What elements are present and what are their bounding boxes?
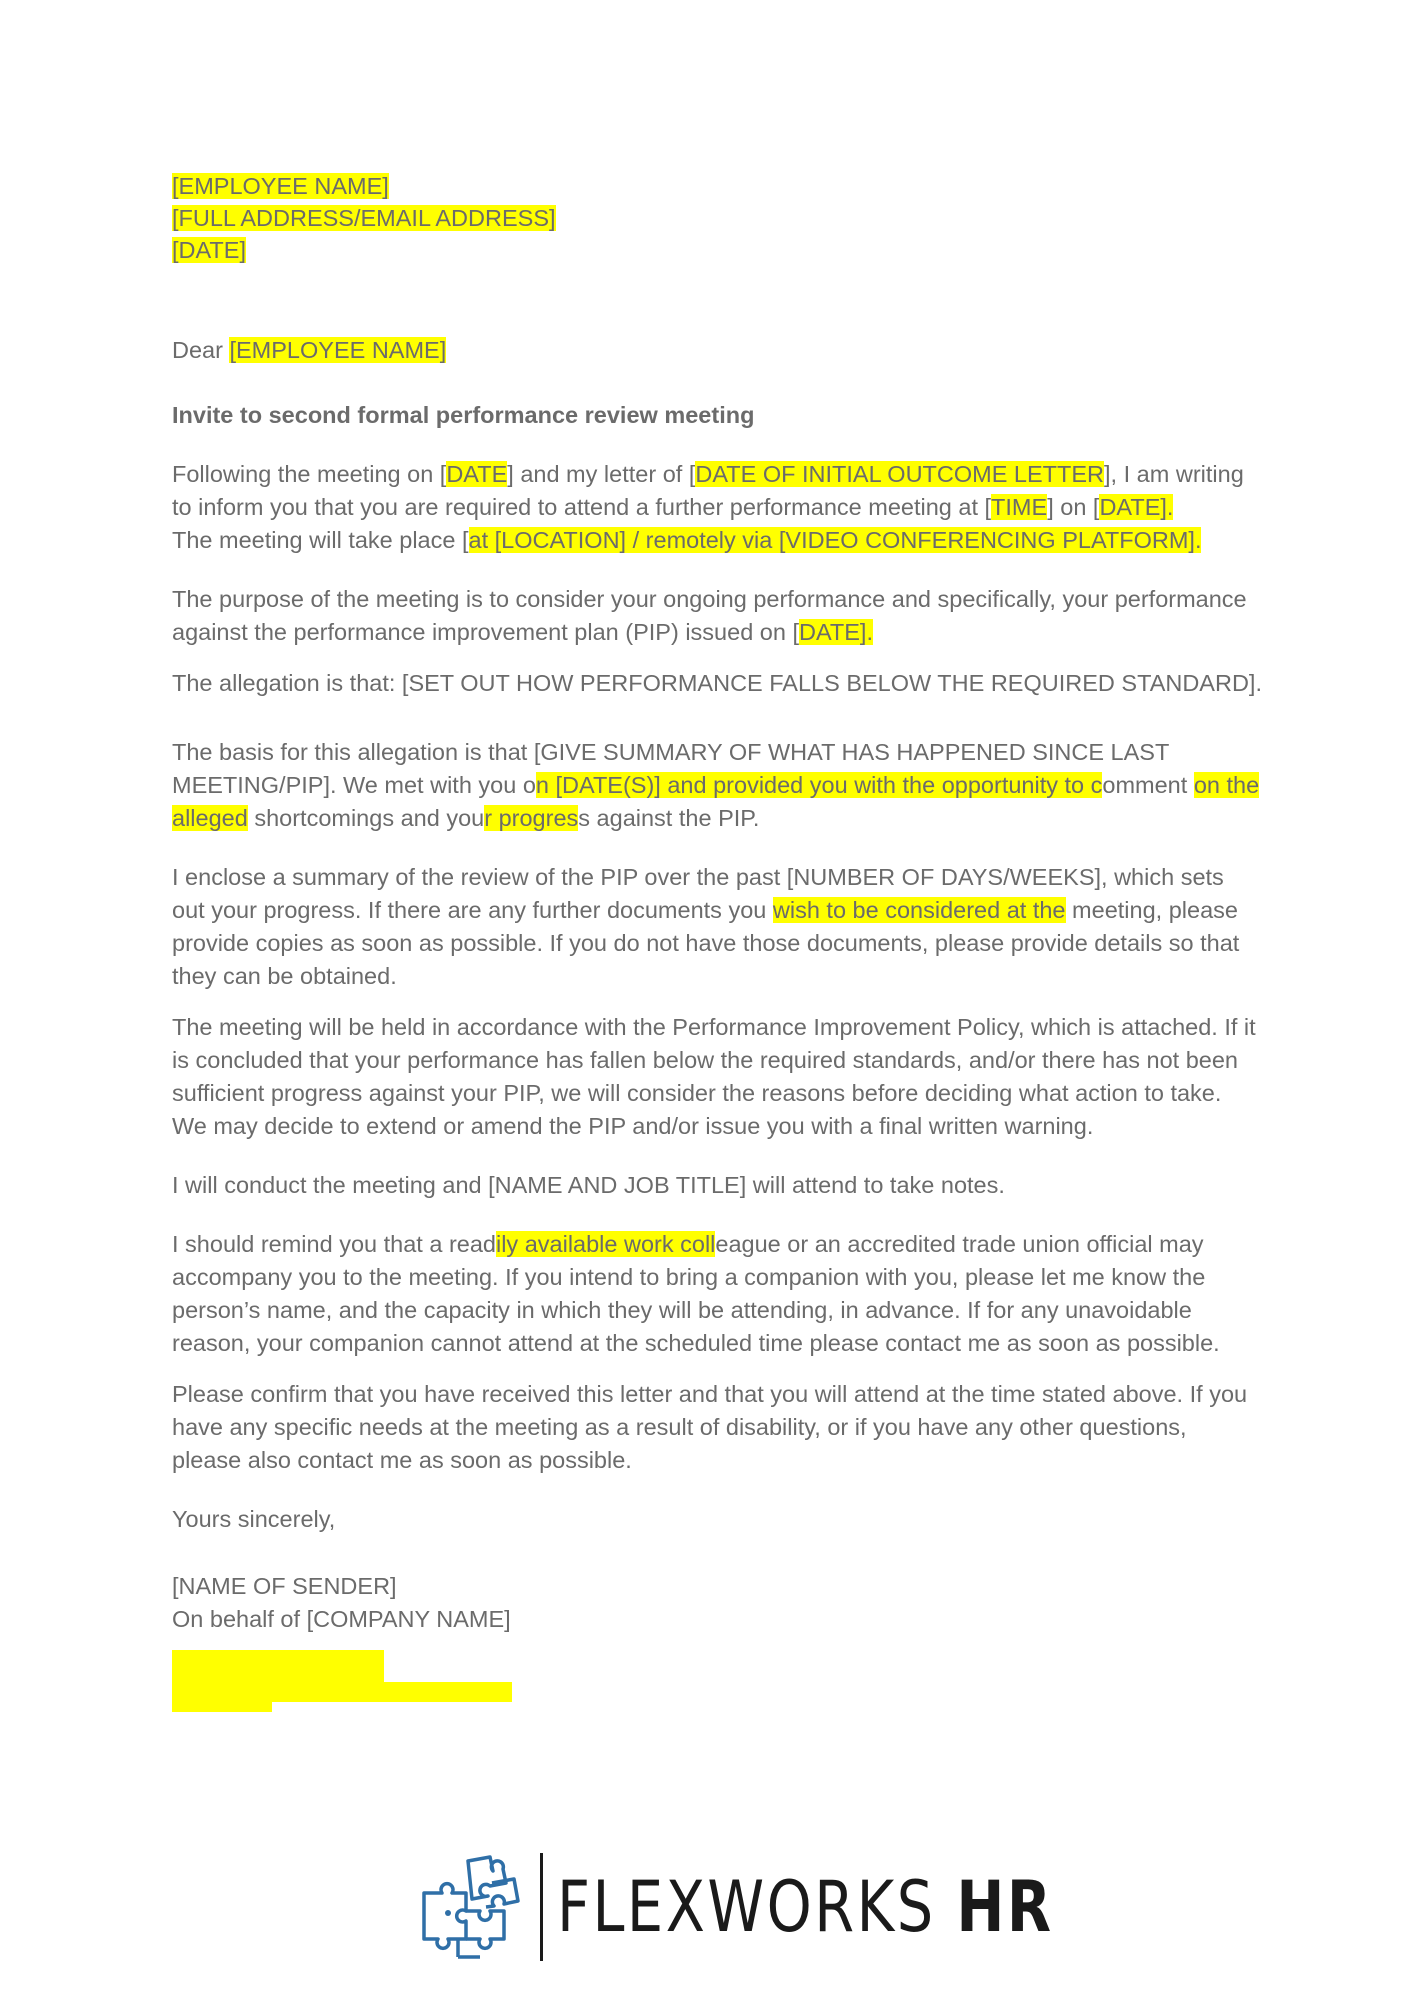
p1-text-c: ] and my letter of [ xyxy=(507,461,696,487)
signature-highlight-tail xyxy=(172,1702,272,1712)
p4-text-c: omment xyxy=(1102,772,1194,798)
p5-considered-highlight: wish to be considered at the xyxy=(772,897,1066,923)
salutation-name: [EMPLOYEE NAME] xyxy=(229,337,447,363)
paragraph-meeting-details xyxy=(172,458,1262,557)
logo-brand-bold: HR xyxy=(956,1866,1054,1948)
recipient-date: [DATE] xyxy=(172,237,246,263)
p8-colleague-highlight: ily available work coll xyxy=(495,1231,716,1257)
letter-subject: Invite to second formal performance review meeting xyxy=(172,402,755,428)
p3-allegation-placeholder: [SET OUT HOW PERFORMANCE FALLS BELOW THE REQUIRED STANDARD]. xyxy=(401,670,1262,696)
p1-date2-highlight: DATE]. xyxy=(1099,494,1174,520)
recipient-name: [EMPLOYEE NAME] xyxy=(172,173,389,199)
paragraph-notes: I will conduct the meeting and [NAME AND JOB TITLE] will attend to take notes. xyxy=(172,1172,1005,1198)
p4-text-a: The basis for this allegation is that [GIVE SUMMARY OF WHAT HAS HAPPENED SINCE LAST MEETING/PIP]. We met with you o xyxy=(172,739,1169,798)
paragraph-enclosure xyxy=(172,861,1262,993)
p5-text-a: I enclose a summary of the review of the PIP over the past [NUMBER OF DAYS/WEEKS], which sets out your progress. If there are any further documents you xyxy=(172,864,1224,923)
p4-text-g: s against the PIP. xyxy=(578,805,760,831)
p3-text-a: The allegation is that: xyxy=(172,670,402,696)
p1-text-a: Following the meeting on [ xyxy=(172,461,447,487)
logo-wordmark xyxy=(557,1866,1053,1948)
recipient-block xyxy=(172,170,1262,266)
p1-text-g: ] on [ xyxy=(1047,494,1100,520)
signature-highlight-block xyxy=(172,1650,384,1682)
p8-text-c: eague or an accredited trade union official may accompany you to the meeting. If you intend to bring a companion with you, please let me know the person’s name, and the capacity in which they will be attending, in advance. If for any unavoidable reason, your companion cannot attend at the scheduled time please contact me as soon as possible. xyxy=(172,1231,1220,1356)
paragraph-allegation xyxy=(172,667,1262,700)
sender-name: [NAME OF SENDER] xyxy=(172,1573,397,1599)
p1-text-e: ], I am writing to inform you that you are required to attend a further performance meeting at [ xyxy=(172,461,1244,520)
p1-initial-letter-highlight: DATE OF INITIAL OUTCOME LETTER xyxy=(695,461,1105,487)
signature-highlight-line xyxy=(172,1682,512,1702)
p4-text-e: shortcomings and you xyxy=(247,805,485,831)
paragraph-policy: The meeting will be held in accordance with the Performance Improvement Policy, which is attached. If it is concluded that your performance has fallen below the required standards, and/or there has not been sufficient progress against your PIP, we will consider the reasons before deciding what action to take. We may decide to extend or amend the PIP and/or issue you with a final written warning. xyxy=(172,1014,1256,1139)
p4-dates-highlight: n [DATE(S)] and provided you with the opportunity to c xyxy=(535,772,1103,798)
logo-divider xyxy=(540,1853,543,1961)
closing: Yours sincerely, xyxy=(172,1506,336,1532)
p1-location-highlight: at [LOCATION] / remotely via [VIDEO CONFERENCING PLATFORM]. xyxy=(468,527,1202,553)
paragraph-purpose xyxy=(172,583,1262,649)
paragraph-basis xyxy=(172,736,1262,835)
p1-text-i: The meeting will take place [ xyxy=(172,527,469,553)
salutation xyxy=(172,334,1262,367)
p5-text-c: meeting, please provide copies as soon as possible. If you do not have those documents, please provide details so that they can be obtained. xyxy=(172,897,1240,989)
p1-time-highlight: TIME xyxy=(991,494,1048,520)
logo-brand-light: FLEXWORKS xyxy=(557,1866,957,1948)
p4-progress-highlight: r progres xyxy=(484,805,579,831)
p2-date-highlight: DATE]. xyxy=(798,619,873,645)
paragraph-companion xyxy=(172,1228,1262,1360)
p2-text-a: The purpose of the meeting is to consider your ongoing performance and specifically, your performance against the performance improvement plan (PIP) issued on [ xyxy=(172,586,1247,645)
paragraph-confirm: Please confirm that you have received this letter and that you will attend at the time stated above. If you have any specific needs at the meeting as a result of disability, or if you have any other questions, please also contact me as soon as possible. xyxy=(172,1381,1248,1473)
company-logo xyxy=(418,1852,1162,1962)
sender-company: On behalf of [COMPANY NAME] xyxy=(172,1606,511,1632)
p8-text-a: I should remind you that a read xyxy=(172,1231,496,1257)
salutation-prefix: Dear xyxy=(172,337,230,363)
p1-date-highlight: DATE xyxy=(446,461,508,487)
letter-body xyxy=(172,170,1262,1712)
recipient-address: [FULL ADDRESS/EMAIL ADDRESS] xyxy=(172,205,556,231)
p4-alleged-highlight: on the alleged xyxy=(172,772,1260,831)
puzzle-pieces-icon xyxy=(418,1853,526,1961)
